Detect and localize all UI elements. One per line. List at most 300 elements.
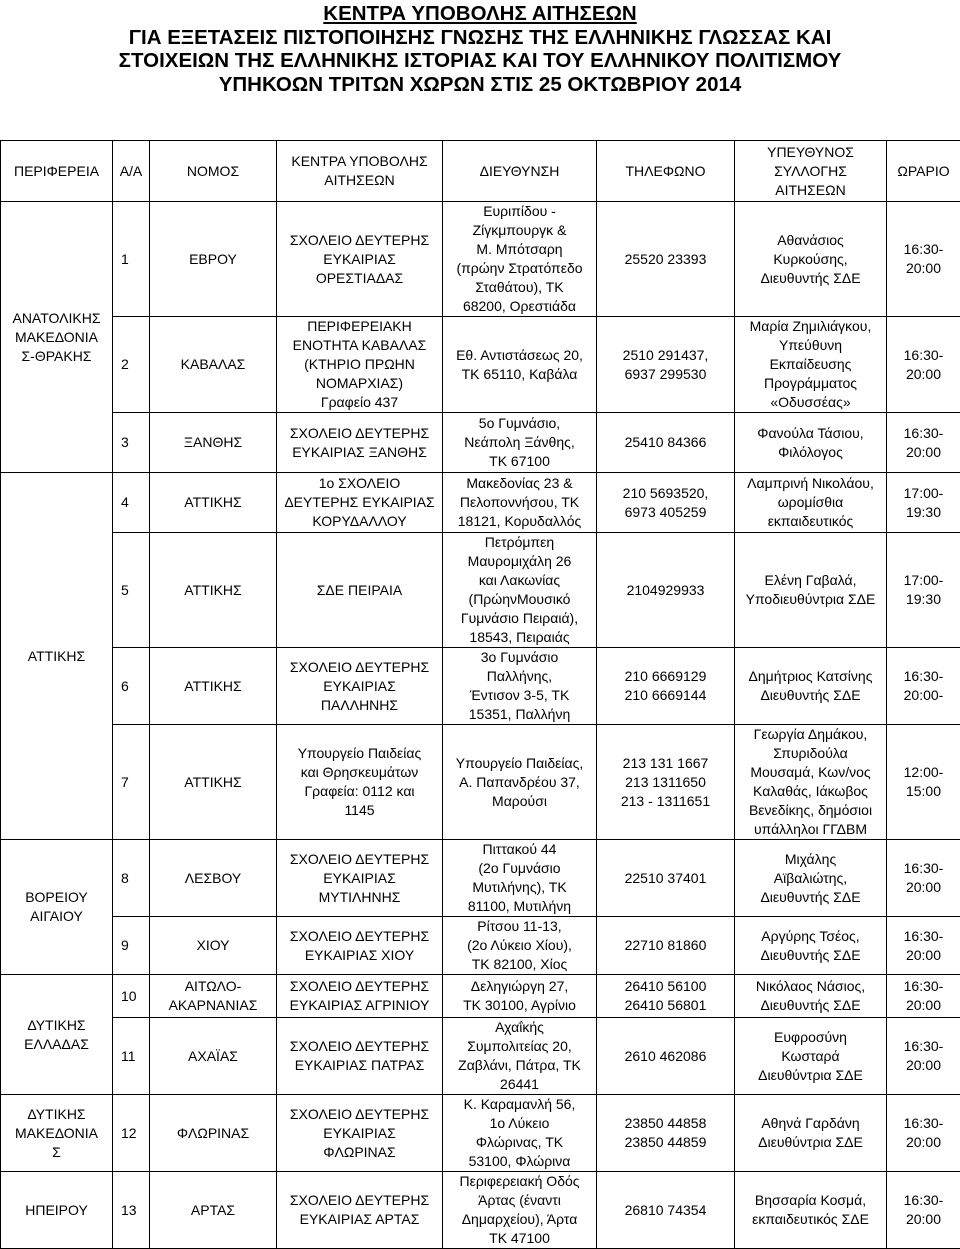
address-cell <box>443 317 597 413</box>
aa-cell: 6 <box>113 648 150 725</box>
center-cell-line: ΣΧΟΛΕΙΟ ΔΕΥΤΕΡΗΣ <box>279 1037 440 1056</box>
phone-cell-line: 6937 299530 <box>599 365 732 384</box>
header-region: ΠΕΡΙΦΕΡΕΙΑ <box>1 141 113 202</box>
center-cell-line: ΔΕΥΤΕΡΗΣ ΕΥΚΑΙΡΙΑΣ <box>279 493 440 512</box>
phone-cell-line: 213 - 1311651 <box>599 792 732 811</box>
prefecture-cell-line: ΑΡΤΑΣ <box>152 1201 274 1220</box>
region-cell-line: Σ <box>3 1143 110 1162</box>
center-cell-line: ΕΥΚΑΙΡΙΑΣ ΧΙΟΥ <box>279 946 440 965</box>
hours-cell <box>887 533 960 648</box>
responsible-cell-line: Εκπαίδευσης <box>737 355 884 374</box>
phone-cell-line: 22510 37401 <box>599 869 732 888</box>
hours-cell-line: 20:00 <box>889 259 958 278</box>
title-line: ΓΙΑ ΕΞΕΤΑΣΕΙΣ ΠΙΣΤΟΠΟΙΗΣΗΣ ΓΝΩΣΗΣ ΤΗΣ ΕΛΛΗΝΙΚΗΣ ΓΛΩΣΣΑΣ ΚΑΙ <box>0 26 960 50</box>
region-cell-line: ΑΙΓΑΙΟΥ <box>3 907 110 926</box>
phone-cell <box>597 648 735 725</box>
header-phone: ΤΗΛΕΦΩΝΟ <box>597 141 735 202</box>
title-line: ΥΠΗΚΟΩΝ ΤΡΙΤΩΝ ΧΩΡΩΝ ΣΤΙΣ 25 ΟΚΤΩΒΡΙΟΥ 2014 <box>0 73 960 97</box>
responsible-cell-line: εκπαιδευτικός <box>737 512 884 531</box>
center-cell-line: Γραφείο 437 <box>279 393 440 412</box>
document-title <box>0 0 960 96</box>
hours-cell-line: 20:00 <box>889 996 958 1015</box>
phone-cell <box>597 840 735 917</box>
table-row <box>1 473 960 533</box>
aa-cell: 5 <box>113 533 150 648</box>
address-cell-line: Κ. Καραμανλή 56, <box>445 1095 594 1114</box>
responsible-cell-line: Διευθυντής ΣΔΕ <box>737 946 884 965</box>
aa-cell: 3 <box>113 413 150 473</box>
table-row <box>1 840 960 917</box>
hours-cell <box>887 1172 960 1249</box>
responsible-cell-line: Αθανάσιος <box>737 231 884 250</box>
address-cell <box>443 473 597 533</box>
aa-cell: 9 <box>113 917 150 975</box>
header-responsible: ΥΠΕΥΘΥΝΟΣ ΣΥΛΛΟΓΗΣ ΑΙΤΗΣΕΩΝ <box>735 141 887 202</box>
center-cell <box>277 1172 443 1249</box>
prefecture-cell <box>150 533 277 648</box>
prefecture-cell <box>150 202 277 317</box>
address-cell <box>443 917 597 975</box>
address-cell-line: ΤΚ 47100 <box>445 1229 594 1248</box>
center-cell-line: Υπουργείο Παιδείας <box>279 744 440 763</box>
hours-cell-line: 16:30- <box>889 927 958 946</box>
phone-cell-line: 26410 56100 <box>599 977 732 996</box>
address-cell-line: Μ. Μπότσαρη <box>445 240 594 259</box>
phone-cell-line: 210 6669129 <box>599 667 732 686</box>
responsible-cell-line: Φανούλα Τάσιου, <box>737 424 884 443</box>
prefecture-cell-line: ΛΕΣΒΟΥ <box>152 869 274 888</box>
phone-cell-line: 2510 291437, <box>599 346 732 365</box>
center-cell-line: και Θρησκευμάτων <box>279 763 440 782</box>
center-cell-line: ΕΥΚΑΙΡΙΑΣ <box>279 250 440 269</box>
center-cell-line: ΟΡΕΣΤΙΑΔΑΣ <box>279 269 440 288</box>
address-cell <box>443 533 597 648</box>
address-cell-line: και Λακωνίας <box>445 571 594 590</box>
prefecture-cell-line: ΦΛΩΡΙΝΑΣ <box>152 1124 274 1143</box>
responsible-cell-line: Υπεύθυνη <box>737 336 884 355</box>
hours-cell <box>887 202 960 317</box>
center-cell-line: ΣΧΟΛΕΙΟ ΔΕΥΤΕΡΗΣ <box>279 850 440 869</box>
responsible-cell <box>735 975 887 1018</box>
responsible-cell <box>735 533 887 648</box>
responsible-cell-line: εκπαιδευτικός ΣΔΕ <box>737 1210 884 1229</box>
address-cell-line: Συμπολιτείας 20, <box>445 1037 594 1056</box>
address-cell <box>443 202 597 317</box>
phone-cell <box>597 917 735 975</box>
region-cell-line: ΑΤΤΙΚΗΣ <box>3 647 110 666</box>
address-cell <box>443 413 597 473</box>
address-cell <box>443 725 597 840</box>
region-cell-line: ΗΠΕΙΡΟΥ <box>3 1201 110 1220</box>
responsible-cell <box>735 917 887 975</box>
address-cell-line: Ζίγκμπουργκ & <box>445 221 594 240</box>
aa-cell: 10 <box>113 975 150 1018</box>
responsible-cell-line: υπάλληλοι ΓΓΔΒΜ <box>737 820 884 839</box>
prefecture-cell-line: ΑΤΤΙΚΗΣ <box>152 773 274 792</box>
table-row <box>1 648 960 725</box>
prefecture-cell-line: ΕΒΡΟΥ <box>152 250 274 269</box>
responsible-cell-line: Διευθυντής ΣΔΕ <box>737 996 884 1015</box>
region-cell <box>1 202 113 473</box>
hours-cell-line: 20:00 <box>889 1056 958 1075</box>
address-cell-line: Δεληγιώργη 27, <box>445 977 594 996</box>
hours-cell-line: 16:30- <box>889 240 958 259</box>
table-row <box>1 1018 960 1095</box>
region-cell-line: Σ-ΘΡΑΚΗΣ <box>3 347 110 366</box>
center-cell-line: ΝΟΜΑΡΧΙΑΣ) <box>279 374 440 393</box>
responsible-cell-line: Διευθυντής ΣΔΕ <box>737 686 884 705</box>
responsible-cell-line: Νικόλαος Νάσιος, <box>737 977 884 996</box>
responsible-cell-line: Κυρκούσης, <box>737 250 884 269</box>
hours-cell-line: 20:00 <box>889 878 958 897</box>
responsible-cell-line: Βησσαρία Κοσμά, <box>737 1191 884 1210</box>
center-cell-line: Γραφεία: 0112 και <box>279 782 440 801</box>
region-cell <box>1 1095 113 1172</box>
address-cell-line: (2ο Λύκειο Χίου), <box>445 936 594 955</box>
address-cell-line: Μαρούσι <box>445 792 594 811</box>
phone-cell-line: 25410 84366 <box>599 433 732 452</box>
responsible-cell <box>735 317 887 413</box>
address-cell-line: (πρώην Στρατόπεδο <box>445 259 594 278</box>
hours-cell-line: 16:30- <box>889 1114 958 1133</box>
responsible-cell <box>735 725 887 840</box>
region-cell <box>1 840 113 975</box>
center-cell <box>277 202 443 317</box>
table-row <box>1 317 960 413</box>
hours-cell <box>887 725 960 840</box>
address-cell-line: 1ο Λύκειο <box>445 1114 594 1133</box>
region-cell-line: ΑΝΑΤΟΛΙΚΗΣ <box>3 309 110 328</box>
phone-cell <box>597 975 735 1018</box>
center-cell-line: ΕΥΚΑΙΡΙΑΣ <box>279 677 440 696</box>
address-cell-line: Ζαβλάνι, Πάτρα, ΤΚ <box>445 1056 594 1075</box>
prefecture-cell <box>150 413 277 473</box>
phone-cell-line: 23850 44859 <box>599 1133 732 1152</box>
prefecture-cell-line: ΑΧΑΪΑΣ <box>152 1047 274 1066</box>
center-cell-line: ΣΧΟΛΕΙΟ ΔΕΥΤΕΡΗΣ <box>279 1105 440 1124</box>
responsible-cell-line: Σπυριδούλα <box>737 744 884 763</box>
aa-cell: 11 <box>113 1018 150 1095</box>
region-cell <box>1 1172 113 1249</box>
prefecture-cell <box>150 1172 277 1249</box>
responsible-cell-line: Φιλόλογος <box>737 443 884 462</box>
responsible-cell-line: Αθηνά Γαρδάνη <box>737 1114 884 1133</box>
region-cell-line: ΔΥΤΙΚΗΣ <box>3 1105 110 1124</box>
prefecture-cell-line: ΑΚΑΡΝΑΝΙΑΣ <box>152 996 274 1015</box>
phone-cell <box>597 202 735 317</box>
aa-cell: 8 <box>113 840 150 917</box>
region-cell-line: ΕΛΛΑΔΑΣ <box>3 1035 110 1054</box>
responsible-cell <box>735 1018 887 1095</box>
region-cell-line: ΔΥΤΙΚΗΣ <box>3 1016 110 1035</box>
hours-cell <box>887 917 960 975</box>
hours-cell-line: 17:00- <box>889 571 958 590</box>
hours-cell-line: 20:00 <box>889 443 958 462</box>
center-cell-line: 1145 <box>279 801 440 820</box>
address-cell-line: Ευριπίδου - <box>445 202 594 221</box>
phone-cell-line: 22710 81860 <box>599 936 732 955</box>
phone-cell-line: 23850 44858 <box>599 1114 732 1133</box>
center-cell-line: ΕΝΟΤΗΤΑ ΚΑΒΑΛΑΣ <box>279 336 440 355</box>
table-row <box>1 725 960 840</box>
header-prefecture: ΝΟΜΟΣ <box>150 141 277 202</box>
address-cell-line: Μυτιλήνης), ΤΚ <box>445 878 594 897</box>
center-cell <box>277 917 443 975</box>
address-cell-line: 18121, Κορυδαλλός <box>445 512 594 531</box>
responsible-cell-line: Γεωργία Δημάκου, <box>737 725 884 744</box>
responsible-cell <box>735 648 887 725</box>
aa-cell: 7 <box>113 725 150 840</box>
center-cell-line: ΠΕΡΙΦΕΡΕΙΑΚΗ <box>279 317 440 336</box>
table-row <box>1 975 960 1018</box>
hours-cell <box>887 1018 960 1095</box>
responsible-cell <box>735 1172 887 1249</box>
hours-cell <box>887 840 960 917</box>
address-cell-line: Σταθάτου), ΤΚ <box>445 278 594 297</box>
center-cell <box>277 1095 443 1172</box>
address-cell-line: ΤΚ 67100 <box>445 452 594 471</box>
prefecture-cell-line: ΑΤΤΙΚΗΣ <box>152 677 274 696</box>
hours-cell-line: 20:00 <box>889 1210 958 1229</box>
center-cell-line: (ΚΤΗΡΙΟ ΠΡΩΗΝ <box>279 355 440 374</box>
table-row <box>1 917 960 975</box>
header-aa: Α/Α <box>113 141 150 202</box>
address-cell-line: Υπουργείο Παιδείας, <box>445 754 594 773</box>
phone-cell-line: 213 1311650 <box>599 773 732 792</box>
address-cell-line: Γυμνάσιο Πειραιά), <box>445 609 594 628</box>
responsible-cell-line: Διευθύντρια ΣΔΕ <box>737 1133 884 1152</box>
header-center: ΚΕΝΤΡΑ ΥΠΟΒΟΛΗΣ ΑΙΤΗΣΕΩΝ <box>277 141 443 202</box>
address-cell-line: (ΠρώηνΜουσικό <box>445 590 594 609</box>
hours-cell-line: 16:30- <box>889 977 958 996</box>
prefecture-cell <box>150 473 277 533</box>
center-cell <box>277 473 443 533</box>
prefecture-cell <box>150 975 277 1018</box>
responsible-cell-line: Διευθύντρια ΣΔΕ <box>737 1066 884 1085</box>
hours-cell-line: 20:00- <box>889 686 958 705</box>
region-cell <box>1 473 113 840</box>
prefecture-cell-line: ΑΙΤΩΛΟ- <box>152 977 274 996</box>
address-cell <box>443 1018 597 1095</box>
phone-cell-line: 213 131 1667 <box>599 754 732 773</box>
hours-cell <box>887 473 960 533</box>
region-cell-line: ΜΑΚΕΔΟΝΙΑ <box>3 1124 110 1143</box>
phone-cell-line: 6973 405259 <box>599 503 732 522</box>
center-cell-line: ΕΥΚΑΙΡΙΑΣ <box>279 869 440 888</box>
responsible-cell-line: Μιχάλης <box>737 850 884 869</box>
center-cell-line: ΚΟΡΥΔΑΛΛΟΥ <box>279 512 440 531</box>
phone-cell <box>597 1018 735 1095</box>
center-cell-line: ΕΥΚΑΙΡΙΑΣ <box>279 1124 440 1143</box>
hours-cell-line: 20:00 <box>889 1133 958 1152</box>
hours-cell-line: 16:30- <box>889 1191 958 1210</box>
address-cell-line: Νεάπολη Ξάνθης, <box>445 433 594 452</box>
center-cell <box>277 317 443 413</box>
center-cell-line: ΕΥΚΑΙΡΙΑΣ ΑΓΡΙΝΙΟΥ <box>279 996 440 1015</box>
address-cell <box>443 1095 597 1172</box>
responsible-cell-line: Διευθυντής ΣΔΕ <box>737 269 884 288</box>
center-cell-line: ΣΧΟΛΕΙΟ ΔΕΥΤΕΡΗΣ <box>279 658 440 677</box>
address-cell-line: Ρίτσου 11-13, <box>445 917 594 936</box>
responsible-cell-line: Λαμπρινή Νικολάου, <box>737 474 884 493</box>
hours-cell <box>887 317 960 413</box>
hours-cell-line: 19:30 <box>889 503 958 522</box>
responsible-cell <box>735 840 887 917</box>
address-cell-line: 18543, Πειραιάς <box>445 628 594 647</box>
hours-cell-line: 16:30- <box>889 1037 958 1056</box>
responsible-cell-line: Αϊβαλιώτης, <box>737 869 884 888</box>
phone-cell-line: 210 5693520, <box>599 484 732 503</box>
prefecture-cell-line: ΑΤΤΙΚΗΣ <box>152 581 274 600</box>
aa-cell: 12 <box>113 1095 150 1172</box>
aa-cell: 1 <box>113 202 150 317</box>
title-line: ΚΕΝΤΡΑ ΥΠΟΒΟΛΗΣ ΑΙΤΗΣΕΩΝ <box>0 2 960 26</box>
responsible-cell <box>735 413 887 473</box>
phone-cell <box>597 1172 735 1249</box>
prefecture-cell <box>150 1018 277 1095</box>
center-cell-line: ΣΧΟΛΕΙΟ ΔΕΥΤΕΡΗΣ <box>279 1191 440 1210</box>
hours-cell-line: 20:00 <box>889 365 958 384</box>
centers-table <box>0 140 960 1249</box>
header-hours: ΩΡΑΡΙΟ <box>887 141 960 202</box>
hours-cell-line: 20:00 <box>889 946 958 965</box>
address-cell-line: Φλώρινας, ΤΚ <box>445 1133 594 1152</box>
address-cell-line: Πετρόμπεη <box>445 533 594 552</box>
responsible-cell-line: Υποδιευθύντρια ΣΔΕ <box>737 590 884 609</box>
prefecture-cell <box>150 317 277 413</box>
table-row <box>1 1172 960 1249</box>
hours-cell-line: 12:00- <box>889 763 958 782</box>
prefecture-cell-line: ΞΑΝΘΗΣ <box>152 433 274 452</box>
center-cell <box>277 840 443 917</box>
responsible-cell-line: Κωσταρά <box>737 1047 884 1066</box>
responsible-cell-line: Αργύρης Τσέος, <box>737 927 884 946</box>
aa-cell: 4 <box>113 473 150 533</box>
hours-cell <box>887 975 960 1018</box>
responsible-cell-line: Δημήτριος Κατσίνης <box>737 667 884 686</box>
prefecture-cell <box>150 1095 277 1172</box>
center-cell <box>277 648 443 725</box>
region-cell-line: ΒΟΡΕΙΟΥ <box>3 888 110 907</box>
table-row <box>1 533 960 648</box>
address-cell-line: Έντισον 3-5, ΤΚ <box>445 686 594 705</box>
phone-cell <box>597 317 735 413</box>
center-cell <box>277 1018 443 1095</box>
responsible-cell-line: Προγράμματος <box>737 374 884 393</box>
center-cell-line: ΠΑΛΛΗΝΗΣ <box>279 696 440 715</box>
hours-cell-line: 15:00 <box>889 782 958 801</box>
responsible-cell-line: Μουσαμά, Κων/νος <box>737 763 884 782</box>
address-cell <box>443 840 597 917</box>
hours-cell-line: 16:30- <box>889 424 958 443</box>
address-cell <box>443 975 597 1018</box>
table-row <box>1 1095 960 1172</box>
center-cell-line: ΣΧΟΛΕΙΟ ΔΕΥΤΕΡΗΣ <box>279 977 440 996</box>
hours-cell <box>887 413 960 473</box>
address-cell-line: Δημαρχείου), Άρτα <box>445 1210 594 1229</box>
address-cell-line: Μαυρομιχάλη 26 <box>445 552 594 571</box>
responsible-cell-line: «Οδυσσέας» <box>737 393 884 412</box>
address-cell <box>443 648 597 725</box>
hours-cell-line: 16:30- <box>889 346 958 365</box>
center-cell <box>277 975 443 1018</box>
address-cell-line: Πελοποννήσου, ΤΚ <box>445 493 594 512</box>
responsible-cell-line: Ευφροσύνη <box>737 1028 884 1047</box>
prefecture-cell-line: ΚΑΒΑΛΑΣ <box>152 355 274 374</box>
center-cell-line: ΣΔΕ ΠΕΙΡΑΙΑ <box>279 581 440 600</box>
address-cell-line: 81100, Μυτιλήνη <box>445 897 594 916</box>
aa-cell: 2 <box>113 317 150 413</box>
hours-cell <box>887 648 960 725</box>
responsible-cell <box>735 473 887 533</box>
table-row <box>1 413 960 473</box>
aa-cell: 13 <box>113 1172 150 1249</box>
hours-cell-line: 17:00- <box>889 484 958 503</box>
region-cell <box>1 975 113 1095</box>
hours-cell <box>887 1095 960 1172</box>
phone-cell-line: 2104929933 <box>599 581 732 600</box>
center-cell <box>277 533 443 648</box>
center-cell <box>277 725 443 840</box>
center-cell <box>277 413 443 473</box>
phone-cell-line: 210 6669144 <box>599 686 732 705</box>
phone-cell <box>597 413 735 473</box>
address-cell-line: Αχαΐκής <box>445 1018 594 1037</box>
hours-cell-line: 19:30 <box>889 590 958 609</box>
address-cell-line: Πιττακού 44 <box>445 840 594 859</box>
address-cell-line: Παλλήνης, <box>445 667 594 686</box>
phone-cell <box>597 473 735 533</box>
prefecture-cell <box>150 917 277 975</box>
phone-cell-line: 26410 56801 <box>599 996 732 1015</box>
address-cell-line: Εθ. Αντιστάσεως 20, <box>445 346 594 365</box>
header-address: ΔΙΕΥΘΥΝΣΗ <box>443 141 597 202</box>
phone-cell-line: 2610 462086 <box>599 1047 732 1066</box>
address-cell-line: ΤΚ 30100, Αγρίνιο <box>445 996 594 1015</box>
center-cell-line: ΕΥΚΑΙΡΙΑΣ ΠΑΤΡΑΣ <box>279 1056 440 1075</box>
responsible-cell <box>735 1095 887 1172</box>
address-cell-line: 68200, Ορεστιάδα <box>445 297 594 316</box>
phone-cell <box>597 1095 735 1172</box>
address-cell-line: 53100, Φλώρινα <box>445 1152 594 1171</box>
address-cell-line: ΤΚ 82100, Χίος <box>445 955 594 974</box>
responsible-cell <box>735 202 887 317</box>
center-cell-line: ΕΥΚΑΙΡΙΑΣ ΑΡΤΑΣ <box>279 1210 440 1229</box>
center-cell-line: ΣΧΟΛΕΙΟ ΔΕΥΤΕΡΗΣ <box>279 424 440 443</box>
hours-cell-line: 16:30- <box>889 667 958 686</box>
address-cell-line: 3ο Γυμνάσιο <box>445 648 594 667</box>
prefecture-cell <box>150 648 277 725</box>
address-cell-line: (2ο Γυμνάσιο <box>445 859 594 878</box>
address-cell-line: Περιφερειακή Οδός <box>445 1172 594 1191</box>
responsible-cell-line: ωρομίσθια <box>737 493 884 512</box>
responsible-cell-line: Ελένη Γαβαλά, <box>737 571 884 590</box>
prefecture-cell-line: ΑΤΤΙΚΗΣ <box>152 493 274 512</box>
region-cell-line: ΜΑΚΕΔΟΝΙΑ <box>3 328 110 347</box>
table-row <box>1 202 960 317</box>
address-cell-line: 26441 <box>445 1075 594 1094</box>
prefecture-cell <box>150 840 277 917</box>
address-cell-line: Μακεδονίας 23 & <box>445 474 594 493</box>
address-cell-line: Α. Παπανδρέου 37, <box>445 773 594 792</box>
center-cell-line: ΕΥΚΑΙΡΙΑΣ ΞΑΝΘΗΣ <box>279 443 440 462</box>
center-cell-line: ΜΥΤΙΛΗΝΗΣ <box>279 888 440 907</box>
center-cell-line: 1ο ΣΧΟΛΕΙΟ <box>279 474 440 493</box>
phone-cell <box>597 533 735 648</box>
responsible-cell-line: Μαρία Ζημιλιάγκου, <box>737 317 884 336</box>
address-cell-line: 5ο Γυμνάσιο, <box>445 414 594 433</box>
address-cell-line: Άρτας (έναντι <box>445 1191 594 1210</box>
